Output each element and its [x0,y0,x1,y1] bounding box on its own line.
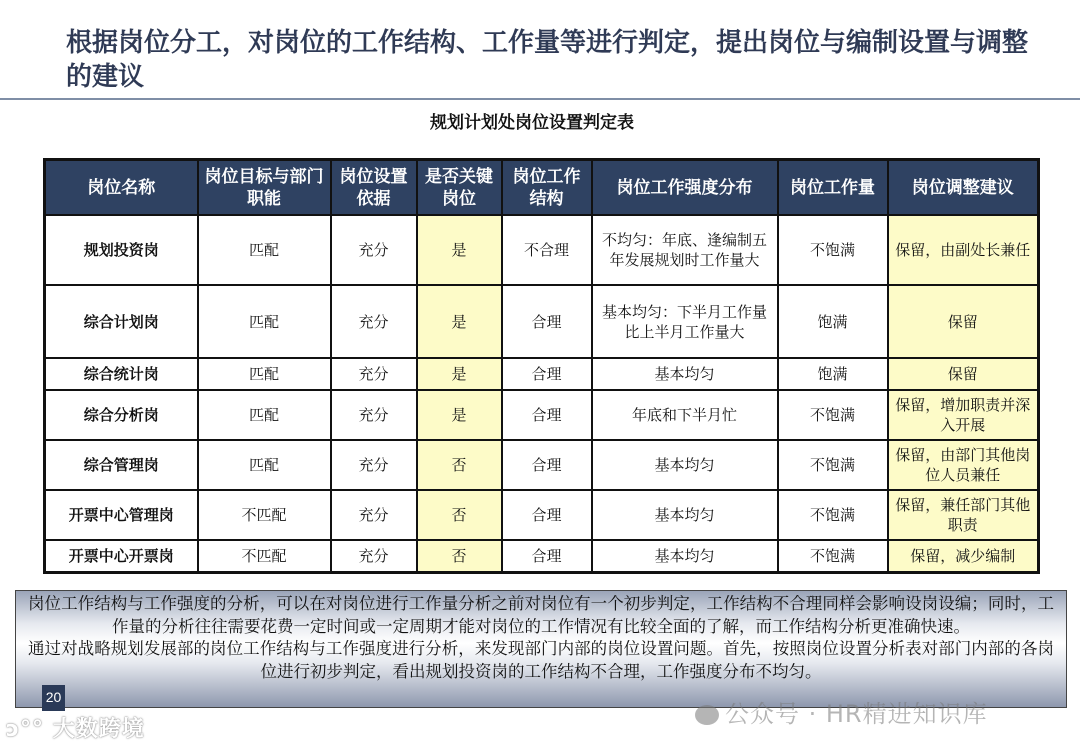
header-position-name: 岗位名称 [45,160,198,216]
page-number-badge: 20 [42,685,65,711]
watermark-logo-icon: ↄ°° [6,717,45,742]
watermark-left [6,712,145,743]
table-caption: 规划计划处岗位设置判定表 [430,113,634,133]
table-row [45,440,1039,490]
slide-title: 根据岗位分工，对岗位的工作结构、工作量等进行判定，提出岗位与编制设置与调整的建议 [66,28,1029,92]
cell-structure: 不合理 [502,215,592,285]
cell-is-key: 是 [417,285,502,358]
cell-basis: 充分 [331,358,417,390]
header-is-key: 是否关键岗位 [417,160,502,216]
table-header-row [45,160,1039,216]
cell-intensity: 基本均匀 [592,358,778,390]
cell-intensity: 不均匀：年底、逢编制五年发展规划时工作量大 [592,215,778,285]
header-intensity: 岗位工作强度分布 [592,160,778,216]
cell-suggestion: 保留，增加职责并深入开展 [888,390,1039,440]
cell-name: 综合分析岗 [45,390,198,440]
cell-goal-match: 不匹配 [198,490,331,540]
cell-is-key: 是 [417,215,502,285]
table-row [45,358,1039,390]
cell-suggestion: 保留 [888,285,1039,358]
cell-intensity: 年底和下半月忙 [592,390,778,440]
cell-basis: 充分 [331,285,417,358]
cell-workload: 不饱满 [778,490,888,540]
cell-goal-match: 匹配 [198,358,331,390]
cell-is-key: 否 [417,440,502,490]
table-row [45,490,1039,540]
header-workload: 岗位工作量 [778,160,888,216]
wechat-icon [695,705,719,725]
cell-structure: 合理 [502,285,592,358]
watermark-left-text: 大数跨境 [52,717,145,742]
cell-is-key: 是 [417,358,502,390]
cell-is-key: 否 [417,490,502,540]
cell-name: 综合计划岗 [45,285,198,358]
cell-name: 综合统计岗 [45,358,198,390]
cell-workload: 饱满 [778,285,888,358]
cell-workload: 不饱满 [778,440,888,490]
notes-paragraph-2: 通过对战略规划发展部的岗位工作结构与工作强度进行分析，来发现部门内部的岗位设置问题。首先，按照岗位设置分析表对部门内部的各岗位进行初步判定，看出规划投资岗的工作结构不合理，工作强度分布不均匀。 [28,639,1054,681]
cell-workload: 不饱满 [778,215,888,285]
cell-structure: 合理 [502,540,592,572]
cell-structure: 合理 [502,390,592,440]
header-suggestion: 岗位调整建议 [888,160,1039,216]
cell-workload: 不饱满 [778,540,888,572]
cell-intensity: 基本均匀 [592,490,778,540]
table-row [45,540,1039,572]
cell-basis: 充分 [331,540,417,572]
table-row [45,285,1039,358]
cell-name: 规划投资岗 [45,215,198,285]
cell-suggestion: 保留，由部门其他岗位人员兼任 [888,440,1039,490]
cell-suggestion: 保留 [888,358,1039,390]
watermark-right-text: 公众号 · HR精进知识库 [725,700,988,728]
cell-name: 开票中心管理岗 [45,490,198,540]
cell-goal-match: 匹配 [198,215,331,285]
header-basis: 岗位设置依据 [331,160,417,216]
cell-basis: 充分 [331,215,417,285]
cell-structure: 合理 [502,490,592,540]
header-structure: 岗位工作结构 [502,160,592,216]
cell-name: 开票中心开票岗 [45,540,198,572]
table-row [45,390,1039,440]
header-goal-match: 岗位目标与部门职能 [198,160,331,216]
watermark-right [695,694,988,729]
cell-suggestion: 保留，由副处长兼任 [888,215,1039,285]
cell-intensity: 基本均匀 [592,440,778,490]
position-judgement-table [43,158,1040,574]
notes-paragraph-1: 岗位工作结构与工作强度的分析，可以在对岗位进行工作量分析之前对岗位有一个初步判定，工作结构不合理同样会影响设岗设编；同时，工作量的分析往往需要花费一定时间或一定周期才能对岗位的工作情况有比较全面的了解，而工作结构分析更准确快速。 [28,594,1054,636]
cell-goal-match: 匹配 [198,285,331,358]
cell-structure: 合理 [502,440,592,490]
analysis-notes-box [15,590,1067,708]
cell-workload: 饱满 [778,358,888,390]
cell-basis: 充分 [331,440,417,490]
cell-name: 综合管理岗 [45,440,198,490]
cell-basis: 充分 [331,390,417,440]
cell-goal-match: 匹配 [198,390,331,440]
cell-intensity: 基本均匀：下半月工作量比上半月工作量大 [592,285,778,358]
table-row [45,215,1039,285]
cell-suggestion: 保留，兼任部门其他职责 [888,490,1039,540]
cell-suggestion: 保留，减少编制 [888,540,1039,572]
title-divider [0,98,1080,100]
cell-intensity: 基本均匀 [592,540,778,572]
cell-workload: 不饱满 [778,390,888,440]
cell-is-key: 否 [417,540,502,572]
cell-is-key: 是 [417,390,502,440]
cell-goal-match: 匹配 [198,440,331,490]
cell-goal-match: 不匹配 [198,540,331,572]
cell-structure: 合理 [502,358,592,390]
cell-basis: 充分 [331,490,417,540]
